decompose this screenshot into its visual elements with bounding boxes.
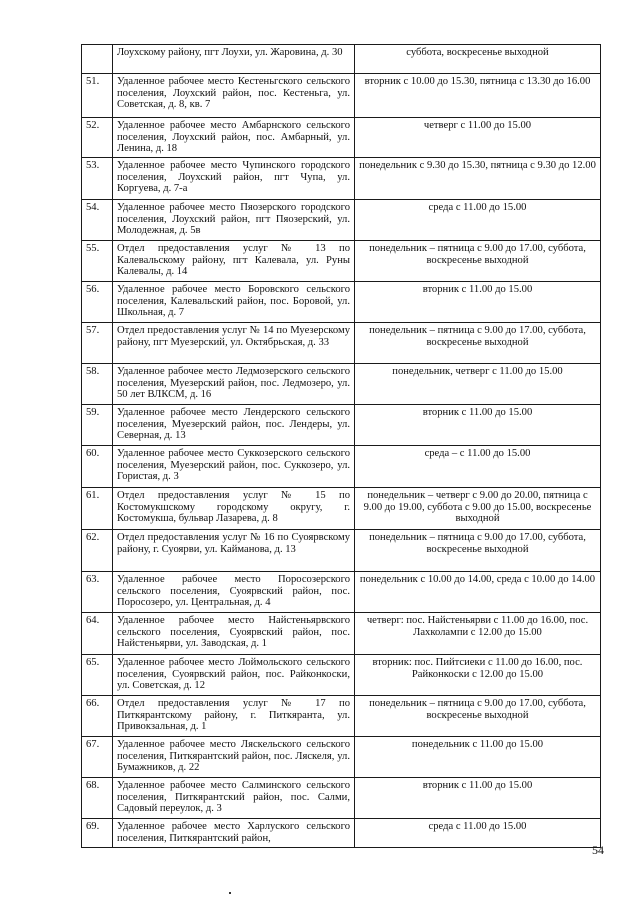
- table-row: [82, 446, 601, 488]
- office-address: Удаленное рабочее место Чупинского городского поселения, Лоухский район, пгт Чупа, ул. Коргуева, д. 7-а: [113, 158, 355, 200]
- table-row: [82, 696, 601, 737]
- office-address: Удаленное рабочее место Ледмозерского сельского поселения, Муезерский район, пос. Ледмозеро, ул. 50 лет ВЛКСМ, д. 16: [113, 364, 355, 405]
- row-number: 68.: [82, 778, 113, 819]
- office-address: Удаленное рабочее место Пяозерского городского поселения, Лоухский район, пгт Пяозерский, ул. Молодежная, д. 5в: [113, 200, 355, 241]
- office-address: Удаленное рабочее место Харлуского сельского поселения, Питкярантский район,: [113, 819, 355, 848]
- table-row: [82, 364, 601, 405]
- office-address: Удаленное рабочее место Суккозерского сельского поселения, Муезерский район, пос. Суккозеро, ул. Гористая, д. 3: [113, 446, 355, 488]
- working-hours: понедельник – пятница с 9.00 до 17.00, суббота, воскресенье выходной: [355, 323, 601, 364]
- table-row: [82, 45, 601, 74]
- working-hours: среда с 11.00 до 15.00: [355, 200, 601, 241]
- row-number: 62.: [82, 530, 113, 572]
- table-row: [82, 158, 601, 200]
- office-address: Отдел предоставления услуг № 14 по Муезерскому району, пгт Муезерский, ул. Октябрьская, д. 33: [113, 323, 355, 364]
- working-hours: четверг: пос. Найстеньярви с 11.00 до 16.00, пос. Лахколампи с 12.00 до 15.00: [355, 613, 601, 655]
- table-row: [82, 282, 601, 323]
- row-number: 58.: [82, 364, 113, 405]
- table-row: [82, 819, 601, 848]
- row-number: [82, 45, 113, 74]
- row-number: 57.: [82, 323, 113, 364]
- working-hours: понедельник с 9.30 до 15.30, пятница с 9.30 до 12.00: [355, 158, 601, 200]
- row-number: 64.: [82, 613, 113, 655]
- row-number: 54.: [82, 200, 113, 241]
- table-row: [82, 405, 601, 446]
- office-address: Удаленное рабочее место Салминского сельского поселения, Питкярантский район, пос. Салми, Садовый переулок, д. 3: [113, 778, 355, 819]
- table-row: [82, 613, 601, 655]
- schedule-table-body: [82, 45, 601, 848]
- row-number: 63.: [82, 572, 113, 613]
- row-number: 60.: [82, 446, 113, 488]
- row-number: 59.: [82, 405, 113, 446]
- page-number: 54: [592, 843, 604, 857]
- working-hours: понедельник, четверг с 11.00 до 15.00: [355, 364, 601, 405]
- working-hours: суббота, воскресенье выходной: [355, 45, 601, 74]
- schedule-table: [81, 44, 601, 848]
- row-number: 66.: [82, 696, 113, 737]
- row-number: 51.: [82, 74, 113, 118]
- table-row: [82, 778, 601, 819]
- working-hours: вторник с 10.00 до 15.30, пятница с 13.30 до 16.00: [355, 74, 601, 118]
- office-address: Отдел предоставления услуг № 16 по Суоярвскому району, г. Суоярви, ул. Кайманова, д. 13: [113, 530, 355, 572]
- working-hours: среда с 11.00 до 15.00: [355, 819, 601, 848]
- office-address: Удаленное рабочее место Лоймольского сельского поселения, Суоярвский район, пос. Райконкоски, ул. Советская, д. 12: [113, 655, 355, 696]
- table-row: [82, 530, 601, 572]
- working-hours: вторник с 11.00 до 15.00: [355, 282, 601, 323]
- table-row: [82, 488, 601, 530]
- working-hours: среда – с 11.00 до 15.00: [355, 446, 601, 488]
- row-number: 65.: [82, 655, 113, 696]
- working-hours: понедельник с 10.00 до 14.00, среда с 10.00 до 14.00: [355, 572, 601, 613]
- working-hours: вторник с 11.00 до 15.00: [355, 778, 601, 819]
- table-row: [82, 74, 601, 118]
- working-hours: понедельник – пятница с 9.00 до 17.00, суббота, воскресенье выходной: [355, 530, 601, 572]
- row-number: 56.: [82, 282, 113, 323]
- row-number: 61.: [82, 488, 113, 530]
- row-number: 67.: [82, 737, 113, 778]
- working-hours: понедельник с 11.00 до 15.00: [355, 737, 601, 778]
- working-hours: понедельник – пятница с 9.00 до 17.00, суббота, воскресенье выходной: [355, 696, 601, 737]
- office-address: Удаленное рабочее место Лендерского сельского поселения, Муезерский район, пос. Лендеры, ул. Северная, д. 13: [113, 405, 355, 446]
- office-address: Лоухскому району, пгт Лоухи, ул. Жаровина, д. 30: [113, 45, 355, 74]
- office-address: Отдел предоставления услуг № 15 по Костомукшскому городскому округу, г. Костомукша, бульвар Лазарева, д. 8: [113, 488, 355, 530]
- table-row: [82, 241, 601, 282]
- office-address: Удаленное рабочее место Ляскельского сельского поселения, Питкярантский район, пос. Ляскеля, ул. Бумажников, д. 22: [113, 737, 355, 778]
- working-hours: вторник с 11.00 до 15.00: [355, 405, 601, 446]
- office-address: Отдел предоставления услуг № 17 по Питкярантскому району, г. Питкяранта, ул. Привокзальная, д. 1: [113, 696, 355, 737]
- office-address: Удаленное рабочее место Найстеньярвского сельского поселения, Суоярвский район, пос. Найстеньярви, ул. Заводская, д. 1: [113, 613, 355, 655]
- office-address: Удаленное рабочее место Кестеньгского сельского поселения, Лоухский район, пос. Кестеньга, ул. Советская, д. 8, кв. 7: [113, 74, 355, 118]
- scan-speck: [229, 892, 231, 894]
- working-hours: понедельник – четверг с 9.00 до 20.00, пятница с 9.00 до 19.00, суббота с 9.00 до 15.00, воскресенье выходной: [355, 488, 601, 530]
- row-number: 55.: [82, 241, 113, 282]
- office-address: Удаленное рабочее место Боровского сельского поселения, Калевальский район, пос. Боровой, ул. Школьная, д. 7: [113, 282, 355, 323]
- working-hours: вторник: пос. Пийтсиеки с 11.00 до 16.00, пос. Райконкоски с 12.00 до 15.00: [355, 655, 601, 696]
- table-row: [82, 200, 601, 241]
- row-number: 69.: [82, 819, 113, 848]
- table-row: [82, 737, 601, 778]
- table-row: [82, 323, 601, 364]
- row-number: 53.: [82, 158, 113, 200]
- office-address: Отдел предоставления услуг № 13 по Калевальскому району, пгт Калевала, ул. Руны Калевалы, д. 14: [113, 241, 355, 282]
- office-address: Удаленное рабочее место Поросозерского сельского поселения, Суоярвский район, пос. Поросозеро, ул. Центральная, д. 4: [113, 572, 355, 613]
- table-row: [82, 118, 601, 158]
- working-hours: четверг с 11.00 до 15.00: [355, 118, 601, 158]
- row-number: 52.: [82, 118, 113, 158]
- table-row: [82, 655, 601, 696]
- table-row: [82, 572, 601, 613]
- office-address: Удаленное рабочее место Амбарнского сельского поселения, Лоухский район, пос. Амбарный, ул. Ленина, д. 18: [113, 118, 355, 158]
- working-hours: понедельник – пятница с 9.00 до 17.00, суббота, воскресенье выходной: [355, 241, 601, 282]
